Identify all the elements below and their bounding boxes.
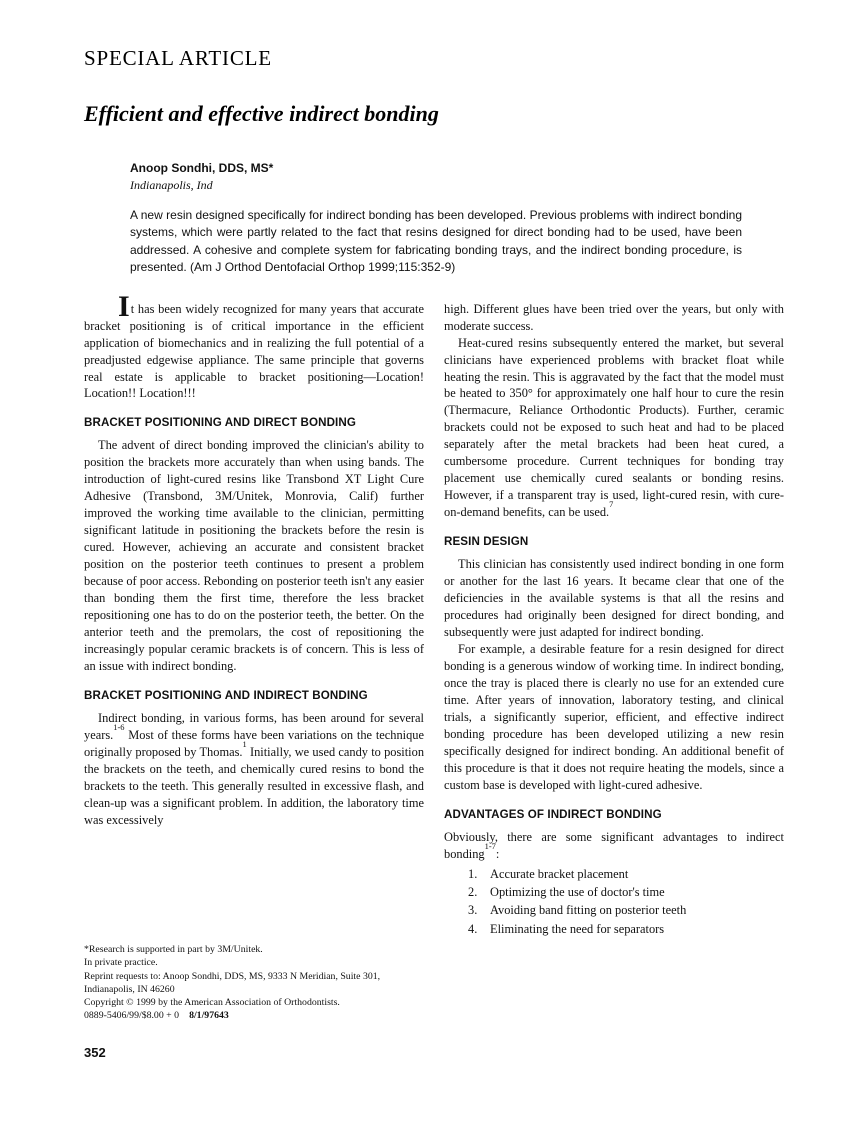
paragraph-segment: Heat-cured resins subsequently entered the market, but several clinicians have experienced problems with bracket float while heating the resin. This is aggravated by the fact that the model must be heated to 350° for approximately one half hour to cure the resin (Thermacure, Reliance Orthodontic Products). Further, ceramic brackets could not be exposed to such heat and had to be placed separately after the metal brackets had been heat cured, a cumbersome procedure. Current techniques for bonding tray placement use chemically cured sealants or bonding resins. However, if a transparent tray is used, light-cured resin, with cure-on-demand benefits, can be used. [444,335,784,520]
paragraph-segment: Obviously, there are some significant advantages to indirect bonding [444,829,784,861]
paragraph-direct-bonding: The advent of direct bonding improved the clinician's ability to position the brackets more accurately than when using bands. The introduction of light-cured resins like Transbond XT Light Cure Adhesive (Transbond, 3M/Unitek, Monrovia, Calif) further improved the working time available to the clinician, permitting significant latitude in positioning the brackets before the resin is cured. However, achieving an accurate and consistent bracket position on the posterior teeth continues to present a problem because of poor access. Rebonding on posterior teeth isn't any easier than bonding them the first time, therefore the less bracket repositioning one has to do on the posterior teeth, the better. On the anterior teeth and the premolars, the cost of repositioning the increasingly popular ceramic brackets is of concern. This is less of an issue with indirect bonding. [84,438,424,674]
paragraph-resin-1: This clinician has consistently used indirect bonding in one form or another for the last 16 years. It became clear that one of the deficiencies in the available systems is that all the resins and procedures had originally been designed for direct bonding, and subsequently were just adapted for indirect bonding. [444,557,784,640]
list-item-number: 3. [468,903,478,918]
footnotes [84,917,424,1022]
reference-superscript: 1-7 [484,840,496,851]
advantages-list [444,865,784,938]
reference-superscript: 1-6 [113,722,125,733]
reference-superscript: 1 [242,739,247,750]
right-column [444,301,784,1023]
page-number: 352 [84,1044,106,1060]
footnote-issn: 0889-5406/99/$8.00 + 0 [84,1010,180,1022]
section-heading-advantages: ADVANTAGES OF INDIRECT BONDING [444,808,662,822]
footnote-practice: In private practice. [84,957,158,969]
list-item-number: 4. [468,921,478,936]
paragraph-continued: high. Different glues have been tried over the years, but only with moderate success. [444,301,784,333]
list-item [444,865,784,883]
paragraph-heat-cured [444,335,784,522]
paragraph-resin-2: For example, a desirable feature for a resin designed for direct bonding is a generous window of working time. In indirect bonding, once the tray is placed there is clearly no use for an extended cure time. After years of innovation, laboratory testing, and clinical trials, a significantly superior, efficient, and effective indirect bonding procedure has been developed utilizing a new resin specifically designed for indirect bonding. An additional benefit of this procedure is that it does not require heating the models, since a custom base is developed with light-cured adhesive. [444,642,784,793]
intro-text: t has been widely recognized for many years that accurate bracket positioning is of critical importance in the efficient application of biomechanics and in realizing the full potential of a preadjusted edgewise appliance. The same principle that governs real estate is applicable to bracket positioning—Location! Location!! Location!!! [84,301,424,401]
footnote-article-code: 8/1/97643 [189,1010,229,1022]
list-item-label: Accurate bracket placement [490,866,629,881]
article-title: Efficient and effective indirect bonding [84,101,439,126]
abstract: A new resin designed specifically for indirect bonding has been developed. Previous problems with indirect bonding systems, which were partly related to the fact that resins designed for direct bonding had to be used, have been addressed. A cohesive and complete system for fabricating bonding trays, and the indirect bonding procedure, is presented. (Am J Orthod Dentofacial Orthop 1999;115:352-9) [130,208,742,275]
list-item-label: Avoiding band fitting on posterior teeth [490,903,687,918]
intro-paragraph [84,289,424,403]
paragraph-indirect-bonding [84,710,424,829]
section-heading-direct-bonding: BRACKET POSITIONING AND DIRECT BONDING [84,416,356,430]
list-item-label: Eliminating the need for separators [490,921,665,936]
list-item-number: 1. [468,866,478,881]
list-item [444,901,784,919]
author-affiliation: Indianapolis, Ind [130,178,213,192]
article-type-kicker: SPECIAL ARTICLE [84,46,272,70]
footnote-support: *Research is supported in part by 3M/Unitek. [84,944,263,956]
footnote-copyright: Copyright © 1999 by the American Association of Orthodontists. [84,997,340,1009]
section-heading-resin-design: RESIN DESIGN [444,535,529,549]
paragraph-segment: Most of these forms have been variations on the technique originally proposed by Thomas. [84,727,424,759]
author-block [130,161,784,193]
paragraph-segment: Initially, we used candy to position the brackets on the teeth, and chemically cured resins to bond the brackets to the teeth. This generally resulted in excessive flash, and clean-up was a significant problem. In addition, the laboratory time was excessively [84,744,425,827]
list-item-label: Optimizing the use of doctor's time [490,885,665,900]
drop-cap: I [118,289,131,323]
reference-superscript: 7 [609,499,614,510]
author-name: Anoop Sondhi, DDS, MS* [130,161,274,175]
two-column-body [84,289,784,1023]
list-item [444,883,784,901]
paragraph-segment: Indirect bonding, in various forms, has been around for several years. [84,711,424,742]
footnote-issn-line [84,1009,424,1022]
paragraph-segment: : [495,846,500,861]
list-item-number: 2. [468,885,478,900]
footnote-reprints: Reprint requests to: Anoop Sondhi, DDS, MS, 9333 N Meridian, Suite 301, Indianapolis, IN 46260 [84,970,381,995]
left-column [84,289,425,1023]
paragraph-advantages-intro [444,829,784,863]
list-item [444,920,784,938]
section-heading-indirect-bonding: BRACKET POSITIONING AND INDIRECT BONDING [84,689,368,703]
